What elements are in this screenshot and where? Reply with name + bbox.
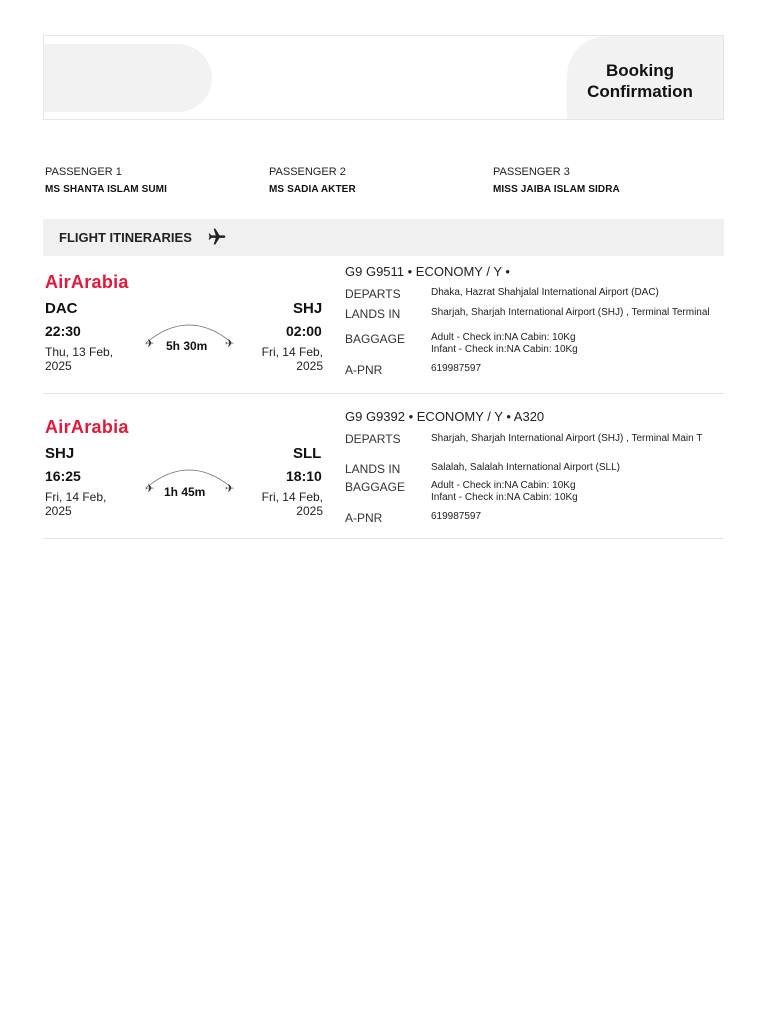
- departure-date: Fri, 14 Feb, 2025: [45, 490, 107, 518]
- departure-date: Thu, 13 Feb, 2025: [45, 345, 114, 373]
- lands-in-label: LANDS IN: [345, 462, 401, 476]
- destination-code: SLL: [293, 445, 322, 462]
- lands-in-value: Salalah, Salalah International Airport (SLL): [431, 462, 621, 473]
- passenger-2: [269, 166, 489, 195]
- flight-duration: 1h 45m: [164, 485, 206, 499]
- passenger-name: MS SHANTA ISLAM SUMI: [45, 184, 167, 195]
- flight-segment-1: [43, 260, 724, 394]
- airline-logo: AirArabia: [45, 272, 129, 292]
- flight-segment-2: [43, 405, 724, 539]
- lands-in-label: LANDS IN: [345, 307, 401, 321]
- flight-info: G9 G9511 • ECONOMY / Y •: [345, 264, 510, 279]
- passenger-label: PASSENGER 3: [493, 166, 570, 178]
- passenger-name: MISS JAIBA ISLAM SIDRA: [493, 184, 620, 195]
- section-title: FLIGHT ITINERARIES: [59, 230, 192, 245]
- passenger-label: PASSENGER 1: [45, 166, 122, 178]
- flight-info: G9 G9392 • ECONOMY / Y • A320: [345, 409, 545, 424]
- departure-time: 22:30: [45, 323, 81, 339]
- arrival-time: 18:10: [286, 468, 322, 484]
- baggage-label: BAGGAGE: [345, 332, 406, 346]
- airline-logo: AirArabia: [45, 417, 129, 437]
- destination-code: SHJ: [293, 300, 323, 317]
- baggage-infant: Infant - Check in:NA Cabin: 10Kg: [431, 344, 578, 355]
- passenger-3: [493, 166, 713, 195]
- apnr-value: 619987597: [431, 511, 482, 522]
- baggage-infant: Infant - Check in:NA Cabin: 10Kg: [431, 492, 578, 503]
- apnr-value: 619987597: [431, 363, 482, 374]
- passenger-label: PASSENGER 2: [269, 166, 346, 178]
- svg-text:✈: ✈: [145, 482, 155, 495]
- departs-value: Dhaka, Hazrat Shahjalal International Airport (DAC): [431, 287, 659, 298]
- baggage-adult: Adult - Check in:NA Cabin: 10Kg: [431, 480, 576, 491]
- airplane-icon: [207, 227, 227, 252]
- apnr-label: A-PNR: [345, 511, 383, 525]
- arrival-time: 02:00: [286, 323, 322, 339]
- passenger-name: MS SADIA AKTER: [269, 184, 356, 195]
- flight-itineraries-header: [43, 219, 724, 256]
- origin-code: DAC: [45, 300, 78, 317]
- arrival-date: Fri, 14 Feb, 2025: [261, 490, 323, 518]
- apnr-label: A-PNR: [345, 363, 383, 377]
- page-title: Booking Confirmation: [587, 61, 693, 101]
- segment-divider: [43, 538, 724, 539]
- departs-value: Sharjah, Sharjah International Airport (SHJ) , Terminal Main T: [431, 433, 703, 444]
- header-box: [43, 35, 724, 120]
- baggage-adult: Adult - Check in:NA Cabin: 10Kg: [431, 332, 576, 343]
- svg-text:✈: ✈: [225, 482, 235, 495]
- lands-in-value: Sharjah, Sharjah International Airport (SHJ) , Terminal Terminal: [431, 307, 710, 318]
- flight-duration: 5h 30m: [166, 339, 208, 353]
- svg-text:✈: ✈: [225, 337, 235, 350]
- svg-text:✈: ✈: [145, 337, 155, 350]
- segment-divider: [43, 393, 724, 394]
- departs-label: DEPARTS: [345, 287, 401, 301]
- arrival-date: Fri, 14 Feb, 2025: [261, 345, 323, 373]
- departs-label: DEPARTS: [345, 432, 401, 446]
- header-decoration-left: [44, 44, 212, 112]
- origin-code: SHJ: [45, 445, 75, 462]
- passenger-1: [45, 166, 265, 195]
- baggage-label: BAGGAGE: [345, 480, 406, 494]
- departure-time: 16:25: [45, 468, 81, 484]
